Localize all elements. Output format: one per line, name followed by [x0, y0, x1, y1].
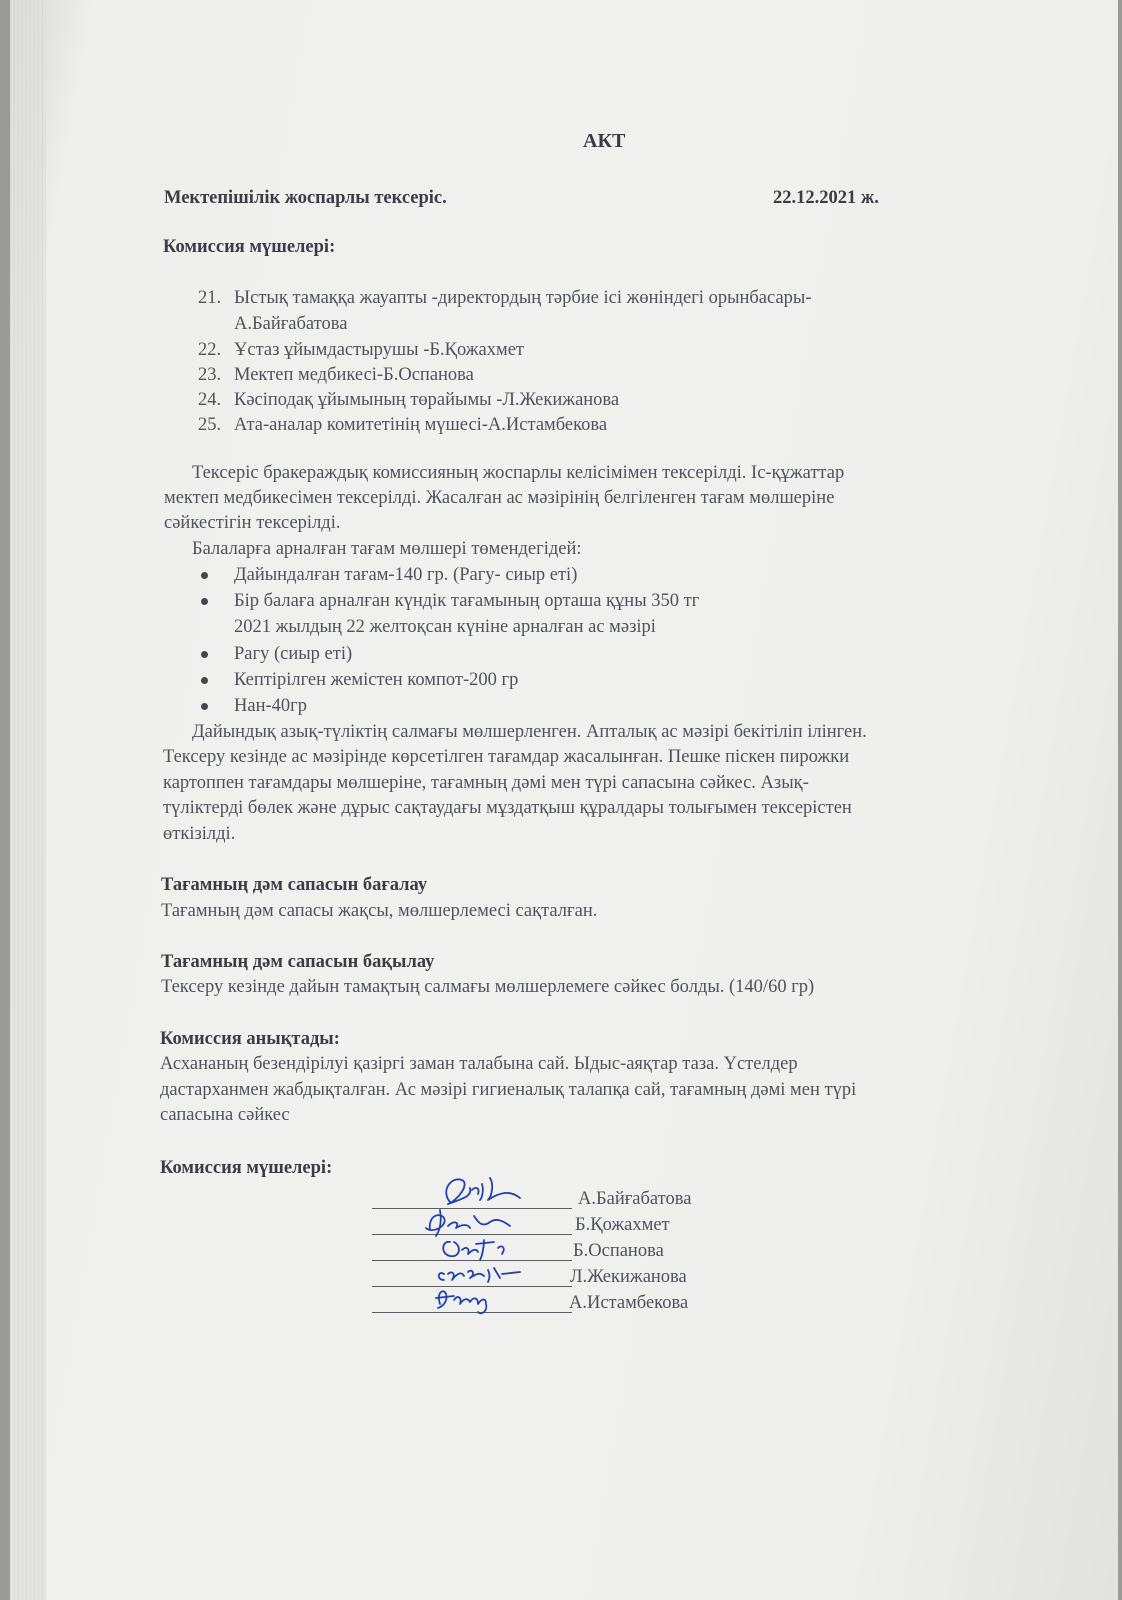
findings-line: сапасына сәйкес: [160, 1105, 290, 1125]
member-number: 22.: [198, 340, 222, 360]
signatory-name: Б.Қожахмет: [575, 1215, 670, 1235]
member-line: Ыстық тамаққа жауапты -директордың тәрбие ісі жөніндегі орынбасары-: [234, 288, 812, 308]
section-heading-taste-eval: Тағамның дәм сапасын бағалау: [161, 875, 428, 895]
member-number: 21.: [198, 288, 222, 308]
findings-line: Асхананың безендірілуі қазіргі заман талабына сай. Ыдыс-аяқтар таза. Үстелдер: [160, 1054, 798, 1074]
member-line: Кәсіподақ ұйымының төрайымы -Л.Жекижанова: [234, 390, 620, 410]
page-stack-edge: [10, 0, 46, 1600]
signatory-name: Б.Оспанова: [573, 1241, 664, 1261]
bullet-dot: [201, 651, 208, 658]
section-heading-taste-control: Тағамның дәм сапасын бақылау: [161, 952, 435, 972]
member-number: 23.: [198, 365, 222, 385]
inspection-type: Мектепішілік жоспарлы тексеріс.: [164, 188, 447, 208]
paragraph-line: мектеп медбикесімен тексерілді. Жасалған ас мәзірінің белгіленген тағам мөлшеріне: [164, 488, 835, 508]
document-page: [10, 0, 1118, 1600]
handwritten-signatures: [410, 1170, 540, 1320]
bullet-item: Дайындалған тағам-140 гр. (Рагу- сиыр еті): [234, 565, 578, 585]
member-line: А.Байғабатова: [234, 314, 348, 334]
paragraph-line: Тексеру кезінде ас мәзірінде көрсетілген тағамдар жасалынған. Пешке піскен пирожки: [163, 747, 850, 767]
document-date: 22.12.2021 ж.: [773, 188, 879, 208]
bullet-dot: [201, 598, 208, 605]
paragraph-line: түліктерді бөлек және дұрыс сақтаудағы мұздатқыш құралдары толығымен тексерістен: [163, 798, 852, 818]
paragraph-line: Тексеріс бракераждық комиссияның жоспарлы келісімімен тексерілді. Іс-құжаттар: [192, 463, 845, 483]
member-number: 25.: [198, 415, 222, 435]
member-number: 24.: [198, 390, 222, 410]
document-title: АКТ: [583, 130, 626, 152]
member-line: Ұстаз ұйымдастырушы -Б.Қожахмет: [234, 340, 525, 360]
signatory-name: А.Истамбекова: [569, 1293, 689, 1313]
section-text-taste-eval: Тағамның дәм сапасы жақсы, мөлшерлемесі сақталған.: [161, 901, 598, 921]
bullet-item: Кептірілген жемістен компот-200 гр: [234, 670, 519, 690]
paragraph-line: сәйкестігін тексерілді.: [164, 513, 341, 533]
signatures-heading: Комиссия мүшелері:: [160, 1158, 333, 1178]
paragraph-line: Дайындық азық-түліктің салмағы мөлшерленген. Апталық ас мәзірі бекітіліп ілінген.: [192, 722, 867, 742]
members-heading: Комиссия мүшелері:: [163, 237, 336, 257]
bullet-item: Нан-40гр: [234, 696, 307, 716]
bullet-item-continued: 2021 жылдың 22 желтоқсан күніне арналған ас мәзірі: [234, 617, 656, 637]
findings-line: дастарханмен жабдықталған. Ас мәзірі гигиеналық талапқа сай, тағамның дәмі мен түрі: [160, 1080, 857, 1100]
bullet-dot: [201, 703, 208, 710]
member-line: Ата-аналар комитетінің мүшесі-А.Истамбекова: [234, 415, 608, 435]
paragraph-line: картоппен тағамдары мөлшеріне, тағамның дәмі мен түрі сапасына сәйкес. Азық-: [163, 773, 809, 793]
paragraph-line: өткізілді.: [163, 824, 236, 844]
member-line: Мектеп медбикесі-Б.Оспанова: [234, 365, 474, 385]
paragraph-line: Балаларға арналған тағам мөлшері төмендегідей:: [192, 539, 582, 559]
bullet-item: Рагу (сиыр еті): [234, 644, 353, 664]
signatory-name: А.Байғабатова: [578, 1189, 692, 1209]
bullet-item: Бір балаға арналған күндік тағамының орташа құны 350 тг: [234, 591, 700, 611]
section-text-taste-control: Тексеру кезінде дайын тамақтың салмағы мөлшерлемеге сәйкес болды. (140/60 гр): [161, 977, 815, 997]
signatory-name: Л.Жекижанова: [570, 1267, 687, 1287]
section-heading-findings: Комиссия анықтады:: [160, 1029, 340, 1049]
bullet-dot: [201, 677, 208, 684]
bullet-dot: [201, 572, 208, 579]
